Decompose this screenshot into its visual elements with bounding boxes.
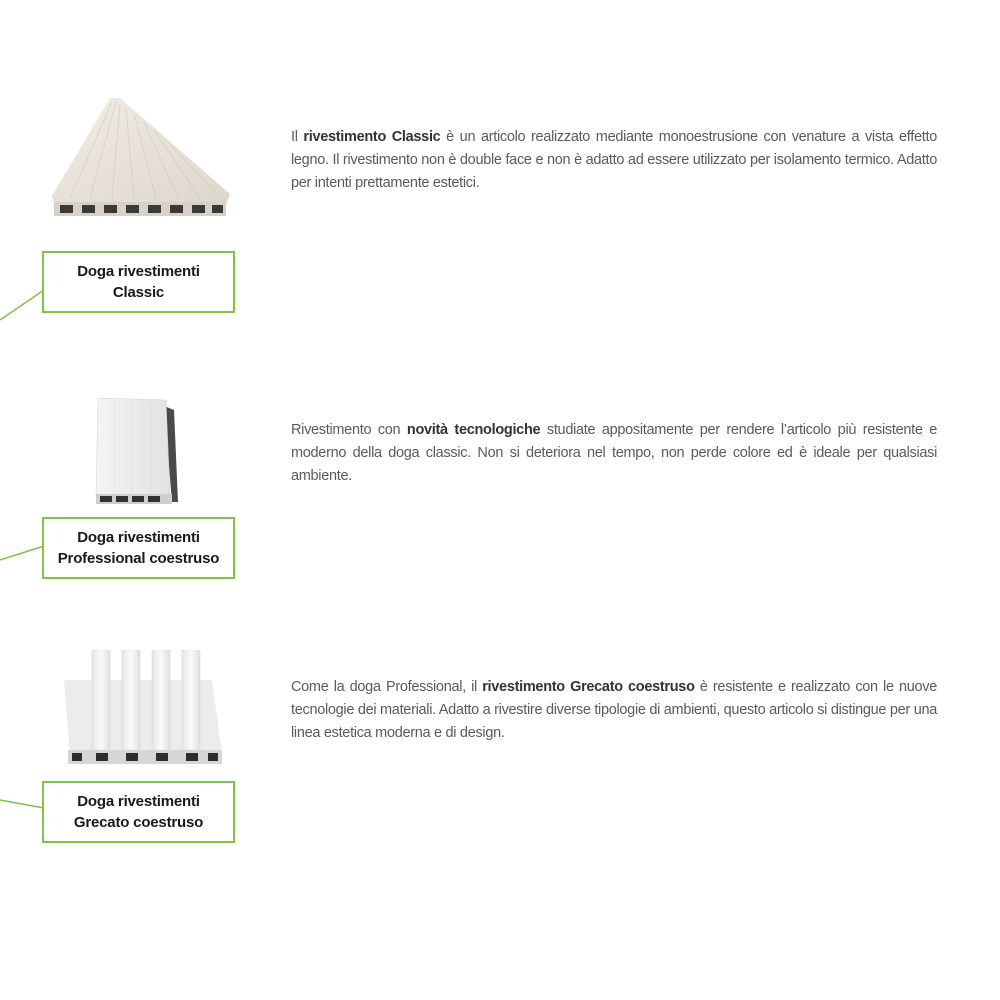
description-professional-post: studiate appositamente per rendere l’articolo più resistente e moderno della doga classic. Non si deteriora nel tempo, non perde colore ed è ideale per qualsiasi ambiente. bbox=[291, 422, 937, 484]
description-grecato-post: è resistente e realizzato con le nuove tecnologie dei materiali. Adatto a rivestire diverse tipologie di ambienti, questo articolo si distingue per una linea estetica moderna e di design. bbox=[291, 679, 937, 741]
grecato-panel-image bbox=[62, 650, 224, 770]
description-classic-bold: rivestimento Classic bbox=[303, 129, 441, 145]
connector-line-professional bbox=[0, 546, 44, 560]
description-classic-post: è un articolo realizzato mediante monoestrusione con venature a vista effetto legno. Il rivestimento non è double face e non è adatto ad essere utilizzato per isolamento termico. Adatto per intenti prettamente estetici. bbox=[291, 129, 937, 191]
description-professional-bold: novità tecnologiche bbox=[406, 422, 541, 438]
label-grecato-line2: Grecato coestruso bbox=[73, 814, 204, 831]
description-classic bbox=[291, 126, 937, 195]
label-classic bbox=[42, 251, 235, 313]
label-classic-line1: Doga rivestimenti bbox=[77, 263, 200, 280]
description-grecato-pre: Come la doga Professional, il bbox=[291, 679, 483, 695]
connector-line-grecato bbox=[0, 800, 44, 808]
professional-panel-image bbox=[84, 398, 194, 508]
description-grecato-bold: rivestimento Grecato coestruso bbox=[482, 679, 695, 695]
label-professional-line1: Doga rivestimenti bbox=[77, 529, 200, 546]
connector-line-classic bbox=[0, 290, 44, 320]
classic-panel-image bbox=[50, 98, 235, 223]
description-professional-pre: Rivestimento con bbox=[291, 422, 407, 438]
description-professional bbox=[291, 419, 937, 488]
label-professional-line2: Professional coestruso bbox=[57, 550, 220, 567]
label-professional bbox=[42, 517, 235, 579]
label-classic-line2: Classic bbox=[112, 284, 165, 301]
label-grecato bbox=[42, 781, 235, 843]
description-grecato bbox=[291, 676, 937, 745]
description-classic-pre: Il bbox=[291, 129, 304, 145]
label-grecato-line1: Doga rivestimenti bbox=[77, 793, 200, 810]
